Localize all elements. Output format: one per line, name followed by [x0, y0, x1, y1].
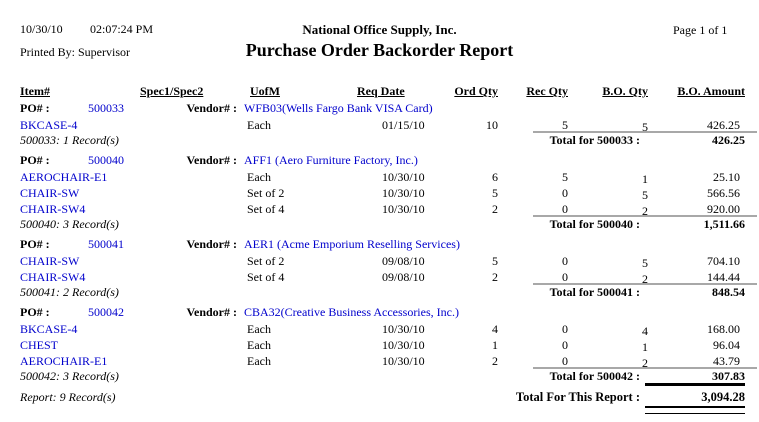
- uofm-cell: Each: [247, 118, 271, 132]
- item-link[interactable]: AEROCHAIR-E1: [20, 354, 108, 368]
- column-header-spec: Spec1/Spec2: [140, 84, 204, 98]
- bo-qty-cell: 5: [642, 256, 648, 270]
- vendor-link[interactable]: AFF1 (Aero Furniture Factory, Inc.): [244, 153, 418, 167]
- po-row: [0, 237, 759, 253]
- group-total-label: Total for 500042 :: [549, 369, 640, 383]
- ord-qty-cell: 10: [486, 118, 498, 132]
- bo-amount-cell: 43.79: [713, 354, 740, 368]
- req-date-cell: 01/15/10: [382, 118, 425, 132]
- column-header-ord-qty: Ord Qty: [454, 84, 498, 98]
- report-total-label: Total For This Report :: [515, 390, 640, 404]
- uofm-cell: Set of 2: [247, 254, 285, 268]
- vendor-link[interactable]: WFB03(Wells Fargo Bank VISA Card): [244, 101, 433, 115]
- column-header-uofm: UofM: [250, 84, 280, 98]
- ord-qty-cell: 1: [492, 338, 498, 352]
- req-date-cell: 10/30/10: [382, 354, 425, 368]
- bo-amount-cell: 426.25: [707, 118, 740, 132]
- column-header-bo-qty: B.O. Qty: [602, 84, 648, 98]
- vendor-link[interactable]: CBA32(Creative Business Accessories, Inc.): [244, 305, 459, 319]
- column-header-bo-amount: B.O. Amount: [677, 84, 745, 98]
- group-total-row: [0, 217, 759, 233]
- printed-by: Printed By: Supervisor: [20, 45, 130, 59]
- report-total-row: [0, 390, 759, 406]
- vendor-label: Vendor# :: [186, 153, 237, 167]
- report-date: 10/30/10: [20, 22, 63, 36]
- req-date-cell: 10/30/10: [382, 202, 425, 216]
- report-title: Purchase Order Backorder Report: [245, 40, 514, 60]
- group-total-label: Total for 500040 :: [549, 217, 640, 231]
- bo-amount-cell: 566.56: [707, 186, 740, 200]
- rec-qty-cell: 0: [562, 354, 568, 368]
- report-time: 02:07:24 PM: [90, 22, 154, 36]
- rec-qty-cell: 0: [562, 322, 568, 336]
- report-total-rule: [645, 383, 745, 386]
- ord-qty-cell: 2: [492, 202, 498, 216]
- uofm-cell: Set of 4: [247, 202, 285, 216]
- item-link[interactable]: AEROCHAIR-E1: [20, 170, 108, 184]
- po-label: PO# :: [20, 305, 50, 319]
- group-record-count: 500033: 1 Record(s): [20, 133, 119, 147]
- uofm-cell: Set of 4: [247, 270, 285, 284]
- po-label: PO# :: [20, 153, 50, 167]
- po-number-link[interactable]: 500040: [88, 153, 124, 167]
- uofm-cell: Set of 2: [247, 186, 285, 200]
- po-number-link[interactable]: 500042: [88, 305, 124, 319]
- req-date-cell: 10/30/10: [382, 322, 425, 336]
- bo-amount-cell: 920.00: [707, 202, 740, 216]
- bo-amount-cell: 144.44: [707, 270, 740, 284]
- uofm-cell: Each: [247, 338, 271, 352]
- ord-qty-cell: 5: [492, 254, 498, 268]
- po-number-link[interactable]: 500041: [88, 237, 124, 251]
- group-total-label: Total for 500041 :: [549, 285, 640, 299]
- company-name: National Office Supply, Inc.: [302, 22, 457, 37]
- group-record-count: 500041: 2 Record(s): [20, 285, 119, 299]
- group-total-row: [0, 285, 759, 301]
- group-total-label: Total for 500033 :: [549, 133, 640, 147]
- po-row: [0, 153, 759, 169]
- item-link[interactable]: CHAIR-SW4: [20, 270, 86, 284]
- item-row: [0, 322, 759, 338]
- group-record-count: 500040: 3 Record(s): [20, 217, 119, 231]
- po-label: PO# :: [20, 101, 50, 115]
- item-row: [0, 338, 759, 354]
- bo-qty-cell: 4: [642, 324, 648, 338]
- uofm-cell: Each: [247, 170, 271, 184]
- uofm-cell: Each: [247, 322, 271, 336]
- vendor-link[interactable]: AER1 (Acme Emporium Reselling Services): [244, 237, 460, 251]
- item-row: [0, 170, 759, 186]
- bo-qty-cell: 2: [642, 356, 648, 370]
- item-link[interactable]: CHAIR-SW4: [20, 202, 86, 216]
- rec-qty-cell: 0: [562, 202, 568, 216]
- ord-qty-cell: 6: [492, 170, 498, 184]
- bo-amount-cell: 25.10: [713, 170, 740, 184]
- item-link[interactable]: BKCASE-4: [20, 322, 78, 336]
- column-header-row: [0, 84, 759, 100]
- column-header-rec-qty: Rec Qty: [526, 84, 568, 98]
- column-header-req-date: Req Date: [357, 84, 405, 98]
- rec-qty-cell: 0: [562, 254, 568, 268]
- rec-qty-cell: 5: [562, 118, 568, 132]
- group-total-amount: 848.54: [712, 285, 745, 299]
- bo-qty-cell: 2: [642, 272, 648, 286]
- bo-qty-cell: 2: [642, 204, 648, 218]
- vendor-label: Vendor# :: [186, 305, 237, 319]
- ord-qty-cell: 2: [492, 354, 498, 368]
- bo-amount-cell: 96.04: [713, 338, 740, 352]
- bo-qty-cell: 1: [642, 172, 648, 186]
- ord-qty-cell: 2: [492, 270, 498, 284]
- uofm-cell: Each: [247, 354, 271, 368]
- item-link[interactable]: CHAIR-SW: [20, 254, 80, 268]
- item-row: [0, 254, 759, 270]
- req-date-cell: 09/08/10: [382, 270, 425, 284]
- report-total-double-rule: [645, 406, 745, 414]
- bo-qty-cell: 1: [642, 340, 648, 354]
- po-row: [0, 305, 759, 321]
- item-link[interactable]: CHEST: [20, 338, 59, 352]
- po-label: PO# :: [20, 237, 50, 251]
- req-date-cell: 09/08/10: [382, 254, 425, 268]
- report-record-count: Report: 9 Record(s): [20, 390, 116, 404]
- bo-amount-cell: 704.10: [707, 254, 740, 268]
- item-row: [0, 186, 759, 202]
- req-date-cell: 10/30/10: [382, 338, 425, 352]
- ord-qty-cell: 4: [492, 322, 498, 336]
- item-link[interactable]: BKCASE-4: [20, 118, 78, 132]
- page-indicator: Page 1 of 1: [673, 23, 728, 37]
- group-record-count: 500042: 3 Record(s): [20, 369, 119, 383]
- req-date-cell: 10/30/10: [382, 186, 425, 200]
- vendor-label: Vendor# :: [186, 101, 237, 115]
- ord-qty-cell: 5: [492, 186, 498, 200]
- group-total-amount: 426.25: [712, 133, 745, 147]
- group-total-amount: 307.83: [712, 369, 745, 383]
- rec-qty-cell: 0: [562, 270, 568, 284]
- bo-qty-cell: 5: [642, 120, 648, 134]
- column-header-item: Item#: [20, 84, 50, 98]
- item-link[interactable]: CHAIR-SW: [20, 186, 80, 200]
- po-row: [0, 101, 759, 117]
- report-total-amount: 3,094.28: [701, 390, 745, 404]
- rec-qty-cell: 0: [562, 186, 568, 200]
- po-number-link[interactable]: 500033: [88, 101, 124, 115]
- vendor-label: Vendor# :: [186, 237, 237, 251]
- bo-amount-cell: 168.00: [707, 322, 740, 336]
- group-total-row: [0, 133, 759, 149]
- bo-qty-cell: 5: [642, 188, 648, 202]
- group-total-amount: 1,511.66: [703, 217, 745, 231]
- rec-qty-cell: 0: [562, 338, 568, 352]
- rec-qty-cell: 5: [562, 170, 568, 184]
- req-date-cell: 10/30/10: [382, 170, 425, 184]
